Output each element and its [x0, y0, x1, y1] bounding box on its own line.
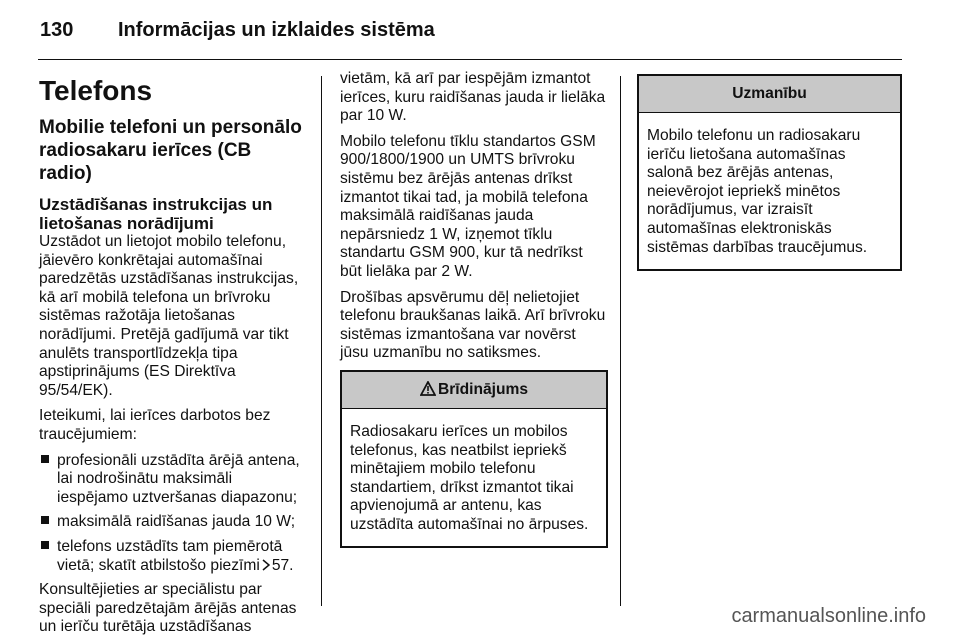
page-reference-icon — [262, 559, 270, 571]
list-item — [39, 513, 307, 532]
warning-box — [340, 370, 608, 549]
column-3 — [637, 70, 902, 271]
column-divider — [321, 76, 322, 606]
caution-text: Mobilo telefonu un radiosakaru ierīču lietošana automašīnas salonā bez ārējās antenas, neievērojot iepriekš minētos norādījumus, var izraisīt automašīnas elektroniskās sistēmas darbības traucējumus. — [647, 127, 868, 256]
section-heading: Uzstādīšanas instrukcijas un lietošanas norādījumi — [39, 195, 273, 233]
list-item-text: profesionāli uzstādīta ārējā antena, lai nodrošinātu maksimāli iespējamo uztveršanas diapazonu; — [57, 451, 300, 506]
paragraph: Konsultējieties ar speciālistu par speciāli paredzētajām ārējās antenas un ierīču turētāja uzstādīšanas — [39, 581, 297, 636]
section-title: Telefons — [39, 75, 153, 106]
list-item-text: maksimālā raidīšanas jauda 10 W; — [57, 513, 296, 531]
list-item — [39, 452, 307, 508]
bullet-list — [39, 452, 307, 576]
warning-triangle-icon — [420, 381, 436, 396]
running-title: Informācijas un izklaides sistēma — [118, 18, 435, 41]
watermark: carmanualsonline.info — [731, 605, 926, 627]
paragraph: vietām, kā arī par iespējām izmantot ierīces, kuru raidīšanas jauda ir lielāka par 10 W. — [340, 70, 606, 125]
column-2 — [340, 70, 608, 548]
subsection-title: Mobilie telefoni un personālo radiosakaru ierīces (CB radio) — [39, 117, 302, 184]
page-number: 130 — [40, 18, 74, 41]
column-divider — [620, 76, 621, 606]
paragraph: Ieteikumi, lai ierīces darbotos bez traucējumiem: — [39, 407, 271, 443]
paragraph: Uzstādot un lietojot mobilo telefonu, jāievēro konkrētajai automašīnai paredzētās uzstādīšanas instrukcijas, kā arī mobilā telefona un brīvroku sistēmas ražotāja lietošanas norādījumi. Pretējā gadījumā var tikt anulēts transportlīdzekļa tipa apstiprinājums (ES Direktīva 95/54/EK). — [39, 233, 299, 399]
warning-title: Brīdinājums — [437, 380, 529, 398]
caution-body — [639, 113, 900, 269]
page-header — [40, 14, 435, 46]
bullet-icon — [41, 455, 49, 463]
page-reference-link[interactable]: 57. — [271, 556, 294, 574]
warning-text: Radiosakaru ierīces un mobilos telefonus, kas neatbilst iepriekš minētajiem mobilo telefonu standartiem, drīkst izmantot tikai apvienojumā ar antenu, kas uzstādīta automašīnai no ārpuses. — [350, 422, 589, 533]
caution-box — [637, 74, 902, 271]
paragraph: Mobilo telefonu tīklu standartos GSM 900/1800/1900 un UMTS brīvroku sistēmu bez ārējās antenas drīkst izmantot tikai tad, ja mobilā telefona maksimālā raidīšanas jauda nepārsniedz 1 W, izņemot tīklu standartu GSM 900, kur tā nedrīkst būt lielāka par 2 W. — [340, 132, 596, 280]
list-item-text: telefons uzstādīts tam piemērotā vietā; skatīt atbilstošo piezīmi — [57, 537, 283, 574]
paragraph: Drošības apsvērumu dēļ nelietojiet telefonu braukšanas laikā. Arī brīvroku sistēmas izmantošana var novērst jūsu uzmanību no satiksmes. — [340, 288, 606, 362]
header-rule — [38, 59, 902, 60]
warning-header — [342, 372, 606, 409]
caution-header: Uzmanību — [639, 76, 900, 113]
warning-body — [342, 409, 606, 547]
bullet-icon — [41, 516, 49, 524]
column-1 — [39, 70, 307, 644]
bullet-icon — [41, 541, 49, 549]
list-item — [39, 538, 307, 575]
